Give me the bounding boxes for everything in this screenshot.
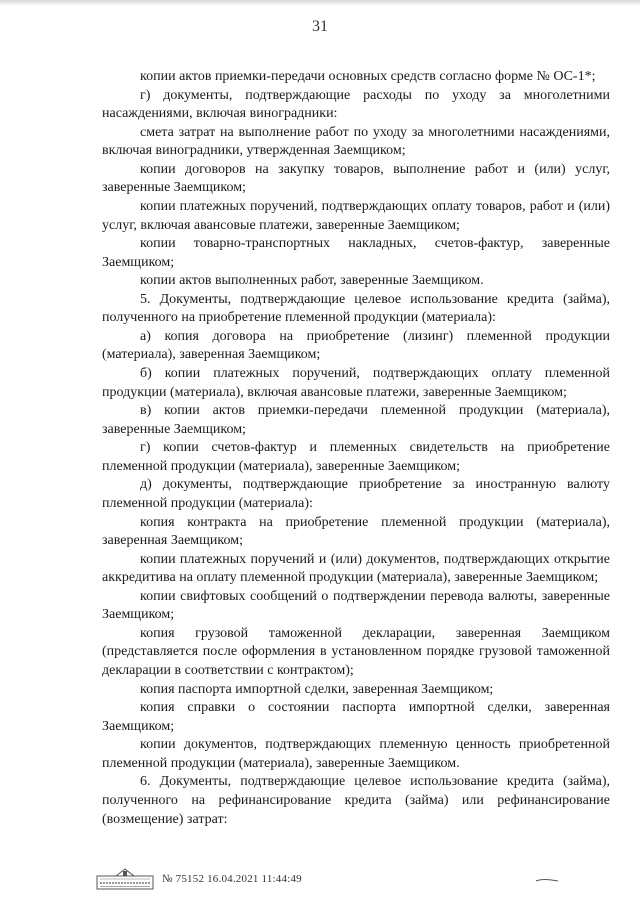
paragraph: д) документы, подтверждающие приобретение за иностранную валюту племенной продукции (материала): xyxy=(102,477,610,511)
paragraph: 6. Документы, подтверждающие целевое использование кредита (займа), полученного на рефинансирование кредита (займа) или рефинансирование (возмещение) затрат: xyxy=(102,774,610,827)
paragraph: копия контракта на приобретение племенной продукции (материала), заверенная Заемщиком; xyxy=(102,514,610,549)
paragraph: 5. Документы, подтверждающие целевое использование кредита (займа), полученного на приобретение племенной продукции (материала): xyxy=(102,291,610,326)
paragraph: в) копии актов приемки-передачи племенной продукции (материала), заверенные Заемщиком; xyxy=(102,403,610,437)
document-body xyxy=(102,68,610,829)
page-number: 31 xyxy=(312,18,328,35)
paragraph: г) документы, подтверждающие расходы по уходу за многолетними насаждениями, включая виноградники: xyxy=(102,87,610,122)
paragraph: копии свифтовых сообщений о подтверждении перевода валюты, заверенные Заемщиком; xyxy=(102,588,610,623)
paragraph: копии актов выполненных работ, заверенные Заемщиком. xyxy=(140,273,484,289)
paragraph: копии платежных поручений, подтверждающих оплату товаров, работ и (или) услуг, включая авансовые платежи, заверенные Заемщиком; xyxy=(102,198,610,233)
registration-footer xyxy=(96,868,302,890)
paragraph: б) копии платежных поручений, подтверждающих оплату племенной продукции (материала), включая авансовые платежи, заверенные Заемщиком; xyxy=(102,366,610,400)
scan-edge xyxy=(0,0,640,6)
paragraph: а) копия договора на приобретение (лизинг) племенной продукции (материала), заверенная Заемщиком; xyxy=(102,328,610,363)
paragraph: г) копии счетов-фактур и племенных свидетельств на приобретение племенной продукции (материала), заверенные Заемщиком; xyxy=(102,440,610,474)
registry-seal-icon xyxy=(96,868,154,890)
paragraph: копия грузовой таможенной декларации, заверенная Заемщиком (представляется после оформления в установленном порядке грузовой таможенной декларации в соответствии с контрактом); xyxy=(102,625,610,678)
paragraph: копии платежных поручений и (или) документов, подтверждающих открытие аккредитива на оплату племенной продукции (материала), заверенные Заемщиком; xyxy=(102,551,610,586)
paragraph: копия справки о состоянии паспорта импортной сделки, заверенная Заемщиком; xyxy=(102,700,610,734)
paragraph: копии актов приемки-передачи основных средств согласно форме № ОС-1*; xyxy=(140,69,596,84)
handwritten-mark-icon xyxy=(535,876,559,884)
registration-stamp-text: № 75152 16.04.2021 11:44:49 xyxy=(162,873,302,885)
paragraph: копии договоров на закупку товаров, выполнение работ и (или) услуг, заверенные Заемщиком; xyxy=(102,161,610,196)
paragraph: копии документов, подтверждающих племенную ценность приобретенной племенной продукции (материала), заверенные Заемщиком. xyxy=(102,737,610,771)
paragraph: копии товарно-транспортных накладных, счетов-фактур, заверенные Заемщиком; xyxy=(102,236,610,270)
paragraph: копия паспорта импортной сделки, заверенная Заемщиком; xyxy=(140,681,494,697)
paragraph: смета затрат на выполнение работ по уходу за многолетними насаждениями, включая виноградники, утвержденная Заемщиком; xyxy=(102,124,610,159)
